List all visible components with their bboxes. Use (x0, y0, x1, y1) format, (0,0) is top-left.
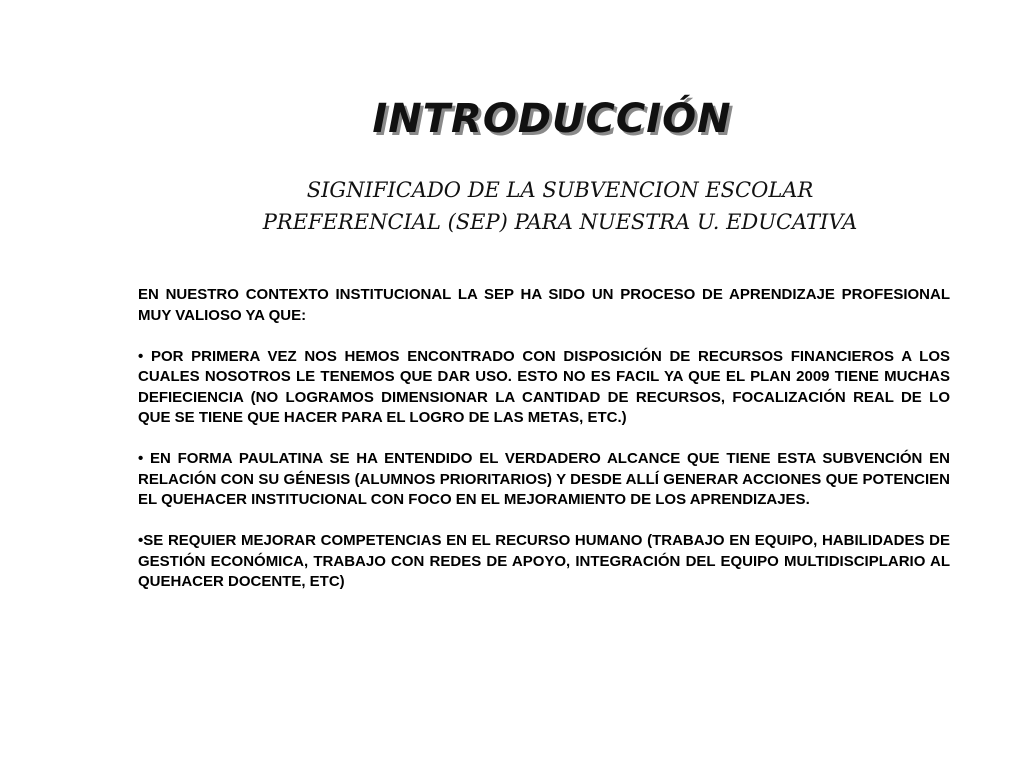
subtitle-line-1: SIGNIFICADO DE LA SUBVENCION ESCOLAR (306, 178, 814, 202)
subtitle-line-2: PREFERENCIAL (SEP) PARA NUESTRA U. EDUCATIVA (262, 210, 858, 234)
bullet-item-3: •SE REQUIER MEJORAR COMPETENCIAS EN EL RECURSO HUMANO (TRABAJO EN EQUIPO, HABILIDADES DE GESTIÓN ECONÓMICA, TRABAJO CON REDES DE APOYO, INTEGRACIÓN DEL EQUIPO MULTIDISCIPLARIO AL QUEHACER DOCENTE, ETC) (138, 532, 950, 590)
intro-paragraph: EN NUESTRO CONTEXTO INSTITUCIONAL LA SEP HA SIDO UN PROCESO DE APRENDIZAJE PROFESIONAL MUY VALIOSO YA QUE: (138, 286, 950, 324)
bullet-item-1: • POR PRIMERA VEZ NOS HEMOS ENCONTRADO CON DISPOSICIÓN DE RECURSOS FINANCIEROS A LOS CUALES NOSOTROS LE TENEMOS QUE DAR USO. ESTO NO ES FACIL YA QUE EL PLAN 2009 TIENE MUCHAS DEFIECIENCIA (NO LOGRAMOS DIMENSIONAR LA CANTIDAD DE RECURSOS, FOCALIZACIÓN REAL DE LO QUE SE TIENE QUE HACER PARA EL LOGRO DE LAS METAS, ETC.) (138, 347, 950, 426)
slide-subtitle (180, 174, 940, 238)
slide-body (138, 285, 950, 613)
slide-title: INTRODUCCIÓN (372, 96, 732, 142)
bullet-item-2: • EN FORMA PAULATINA SE HA ENTENDIDO EL VERDADERO ALCANCE QUE TIENE ESTA SUBVENCIÓN EN RELACIÓN CON SU GÉNESIS (ALUMNOS PRIORITARIOS) Y DESDE ALLÍ GENERAR ACCIONES QUE POTENCIEN EL QUEHACER INSTITUCIONAL CON FOCO EN EL MEJORAMIENTO DE LOS APRENDIZAJES. (138, 450, 950, 508)
